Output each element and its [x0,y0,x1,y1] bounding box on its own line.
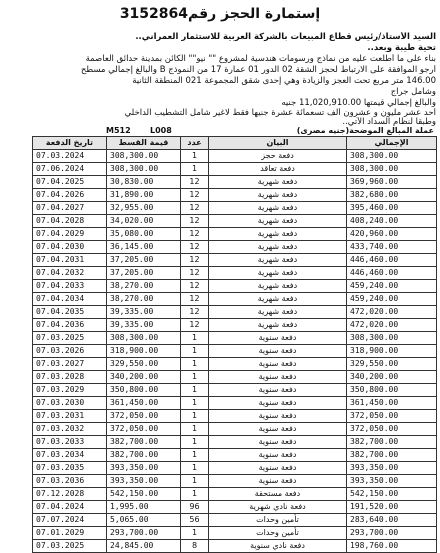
cell-description: دفعة سنوية [209,384,347,397]
cell-count: 12 [181,189,209,202]
table-row [33,332,437,345]
cell-due-date: 07.03.2036 [33,475,107,488]
cell-installment-value: 308,300.00 [107,163,181,176]
cell-installment-value: 372,050.00 [107,410,181,423]
cell-description: دفعة مستحقة [209,488,347,501]
cell-description: دفعة شهرية [209,215,347,228]
cell-total: 395,460.00 [347,202,437,215]
cell-total: 393,350.00 [347,462,437,475]
table-row [33,319,437,332]
cell-total: 393,350.00 [347,475,437,488]
cell-installment-value: 318,900.00 [107,345,181,358]
table-row [33,254,437,267]
table-row [33,436,437,449]
cell-description: دفعة شهرية [209,228,347,241]
cell-description: دفعة شهرية [209,306,347,319]
cell-installment-value: 32,955.00 [107,202,181,215]
cell-description: دفعة شهرية [209,176,347,189]
currency-label: عملة المبالغ الموضحة(جنيه مصرى) [296,126,434,135]
cell-count: 12 [181,215,209,228]
cell-installment-value: 35,080.00 [107,228,181,241]
cell-description: دفعة سنوية [209,371,347,384]
cell-due-date: 07.01.2029 [33,527,107,540]
cell-count: 1 [181,163,209,176]
cell-total: 446,460.00 [347,254,437,267]
cell-installment-value: 293,700.00 [107,527,181,540]
cell-description: دفعة سنوية [209,423,347,436]
header-count: عدد [181,137,209,150]
cell-description: دفعة شهرية [209,241,347,254]
cell-due-date: 07.04.2034 [33,293,107,306]
cell-due-date: 07.04.2030 [33,241,107,254]
table-row [33,397,437,410]
payment-schedule-table [32,136,437,553]
cell-count: 12 [181,176,209,189]
cell-installment-value: 24,845.00 [107,540,181,553]
cell-description: دفعة شهرية [209,189,347,202]
cell-description: دفعة شهرية [209,202,347,215]
cell-total: 382,700.00 [347,449,437,462]
cell-description: دفعة شهرية [209,280,347,293]
intro-line-3: بناء على ما أطلعت عليه من نماذج ورسومات هندسية لمشروع "" نيو"" الكائن بمدينة حدائق العاصمة [85,54,436,64]
table-row [33,189,437,202]
cell-count: 12 [181,319,209,332]
cell-total: 459,240.00 [347,280,437,293]
cell-total: 459,240.00 [347,293,437,306]
currency-code-label: M512 [106,126,131,135]
cell-count: 1 [181,527,209,540]
cell-installment-value: 329,550.00 [107,358,181,371]
cell-count: 12 [181,241,209,254]
cell-description: تأمين وحدات [209,514,347,527]
total-value-line: والبالغ إجمالي قيمتها 11,020,910.00 جنيه [281,98,436,108]
cell-description: دفعة شهرية [209,254,347,267]
greeting-line: تحية طيبة وبعد.. [367,43,436,53]
header-installment-value: قيمة القسط [107,137,181,150]
cell-count: 12 [181,267,209,280]
table-row [33,371,437,384]
cell-count: 1 [181,332,209,345]
table-row [33,540,437,553]
cell-due-date: 07.04.2024 [33,501,107,514]
cell-due-date: 07.03.2024 [33,150,107,163]
table-row [33,449,437,462]
cell-due-date: 07.03.2029 [33,384,107,397]
cell-description: دفعة حجز [209,150,347,163]
cell-total: 472,020.00 [347,319,437,332]
addressee-line: السيد الأستاذ/رئيس قطاع المبيعات بالشركة العربية للاستثمار العمراني.. [135,32,436,42]
cell-installment-value: 34,020.00 [107,215,181,228]
cell-count: 1 [181,436,209,449]
table-row [33,241,437,254]
cell-description: دفعة سنوية [209,358,347,371]
cell-count: 56 [181,514,209,527]
cell-installment-value: 340,200.00 [107,371,181,384]
cell-installment-value: 382,700.00 [107,436,181,449]
cell-total: 472,020.00 [347,306,437,319]
cell-due-date: 07.03.2034 [33,449,107,462]
cell-description: دفعة شهرية [209,319,347,332]
table-row [33,176,437,189]
cell-count: 12 [181,306,209,319]
cell-installment-value: 30,830.00 [107,176,181,189]
cell-total: 308,300.00 [347,332,437,345]
cell-due-date: 07.04.2026 [33,189,107,202]
table-row [33,410,437,423]
cell-description: دفعة شهرية [209,267,347,280]
cell-count: 1 [181,371,209,384]
table-row [33,163,437,176]
cell-installment-value: 36,145.00 [107,241,181,254]
cell-total: 318,900.00 [347,345,437,358]
cell-due-date: 07.04.2028 [33,215,107,228]
cell-total: 372,050.00 [347,423,437,436]
cell-count: 1 [181,358,209,371]
cell-count: 1 [181,475,209,488]
cell-due-date: 07.04.2033 [33,280,107,293]
cell-total: 372,050.00 [347,410,437,423]
cell-due-date: 07.04.2036 [33,319,107,332]
cell-count: 12 [181,202,209,215]
cell-installment-value: 38,270.00 [107,293,181,306]
cell-count: 96 [181,501,209,514]
cell-description: دفعة سنوية [209,397,347,410]
cell-installment-value: 38,270.00 [107,280,181,293]
table-row [33,306,437,319]
cell-due-date: 07.12.2028 [33,488,107,501]
cell-total: 308,300.00 [347,163,437,176]
cell-total: 329,550.00 [347,358,437,371]
cell-total: 408,240.00 [347,215,437,228]
cell-due-date: 07.04.2032 [33,267,107,280]
cell-due-date: 07.04.2035 [33,306,107,319]
cell-installment-value: 308,300.00 [107,332,181,345]
document-title: إستمارة الحجز رقم3152864 [119,6,321,22]
cell-installment-value: 37,205.00 [107,254,181,267]
header-description: البيان [209,137,347,150]
cell-total: 369,960.00 [347,176,437,189]
cell-installment-value: 37,205.00 [107,267,181,280]
table-header-row [33,137,437,150]
cell-count: 1 [181,397,209,410]
table-row [33,215,437,228]
cell-due-date: 07.03.2027 [33,358,107,371]
cell-total: 293,700.00 [347,527,437,540]
cell-installment-value: 393,350.00 [107,462,181,475]
cell-due-date: 07.03.2026 [33,345,107,358]
intro-line-5: 146.00 متر مربع تحت العجز والزيادة وهي إحدى شقق المجموعة 021 المنطقة الثانية [132,76,436,86]
table-row [33,488,437,501]
cell-installment-value: 39,335.00 [107,306,181,319]
table-row [33,345,437,358]
cell-due-date: 07.04.2031 [33,254,107,267]
cell-due-date: 07.03.2025 [33,332,107,345]
cell-due-date: 07.03.2031 [33,410,107,423]
cell-description: دفعة نادي سنوية [209,540,347,553]
cell-installment-value: 1,995.00 [107,501,181,514]
cell-total: 361,450.00 [347,397,437,410]
cell-total: 542,150.00 [347,488,437,501]
cell-due-date: 07.03.2032 [33,423,107,436]
cell-count: 1 [181,488,209,501]
table-row [33,358,437,371]
cell-description: دفعة سنوية [209,449,347,462]
table-row [33,267,437,280]
cell-count: 1 [181,410,209,423]
cell-installment-value: 393,350.00 [107,475,181,488]
cell-description: دفعة سنوية [209,436,347,449]
intro-line-6: وشامل جراج [390,87,436,97]
cell-installment-value: 39,335.00 [107,319,181,332]
cell-total: 446,460.00 [347,267,437,280]
cell-count: 1 [181,449,209,462]
table-row [33,462,437,475]
cell-due-date: 07.03.2025 [33,540,107,553]
cell-due-date: 07.03.2030 [33,397,107,410]
cell-count: 1 [181,345,209,358]
table-row [33,514,437,527]
cell-due-date: 07.03.2033 [33,436,107,449]
table-row [33,475,437,488]
cell-total: 350,800.00 [347,384,437,397]
cell-description: دفعة سنوية [209,475,347,488]
cell-due-date: 07.04.2029 [33,228,107,241]
table-row [33,293,437,306]
table-row [33,280,437,293]
cell-count: 1 [181,423,209,436]
table-row [33,384,437,397]
cell-total: 340,200.00 [347,371,437,384]
cell-total: 308,300.00 [347,150,437,163]
cell-due-date: 07.07.2024 [33,514,107,527]
table-row [33,501,437,514]
cell-count: 1 [181,384,209,397]
payment-system-line: وطبقا لنظام السداد الآتي.. [342,117,436,127]
cell-count: 12 [181,228,209,241]
cell-installment-value: 5,065.00 [107,514,181,527]
cell-due-date: 07.03.2028 [33,371,107,384]
cell-total: 433,740.00 [347,241,437,254]
cell-installment-value: 350,800.00 [107,384,181,397]
cell-installment-value: 542,150.00 [107,488,181,501]
cell-count: 12 [181,280,209,293]
cell-description: تأمين وحدات [209,527,347,540]
header-due-date: تاريخ الدفعة [33,137,107,150]
intro-line-4: أرجو الموافقة على الارتباط لحجز الشقة 02 الدور 01 عمارة 17 من النموذج B والبالغ إجمالي مسطح [80,65,436,75]
cell-description: دفعة نادي شهرية [209,501,347,514]
cell-description: دفعة سنوية [209,332,347,345]
cell-due-date: 07.04.2025 [33,176,107,189]
cell-total: 283,640.00 [347,514,437,527]
cell-due-date: 07.06.2024 [33,163,107,176]
cell-count: 12 [181,254,209,267]
cell-total: 198,760.00 [347,540,437,553]
cell-description: دفعة تعاقد [209,163,347,176]
cell-total: 382,680.00 [347,189,437,202]
cell-count: 1 [181,462,209,475]
cell-due-date: 07.03.2035 [33,462,107,475]
cell-total: 420,960.00 [347,228,437,241]
cell-count: 12 [181,293,209,306]
currency-code-value: L008 [150,126,172,135]
header-total: الإجمالي [347,137,437,150]
cell-description: دفعة سنوية [209,462,347,475]
total-value-words-line: أحد عشر مليون و عشرون ألف تسعمائة عشرة جنيها فقط لاغير شامل التشطيب الداخلي [124,108,436,118]
cell-installment-value: 308,300.00 [107,150,181,163]
cell-due-date: 07.04.2027 [33,202,107,215]
table-row [33,228,437,241]
cell-description: دفعة سنوية [209,345,347,358]
cell-count: 1 [181,150,209,163]
cell-count: 8 [181,540,209,553]
cell-installment-value: 372,050.00 [107,423,181,436]
cell-installment-value: 361,450.00 [107,397,181,410]
cell-description: دفعة سنوية [209,410,347,423]
table-row [33,202,437,215]
table-row [33,527,437,540]
cell-installment-value: 31,890.00 [107,189,181,202]
cell-installment-value: 382,700.00 [107,449,181,462]
cell-total: 382,700.00 [347,436,437,449]
cell-total: 191,520.00 [347,501,437,514]
cell-description: دفعة شهرية [209,293,347,306]
table-row [33,150,437,163]
table-row [33,423,437,436]
